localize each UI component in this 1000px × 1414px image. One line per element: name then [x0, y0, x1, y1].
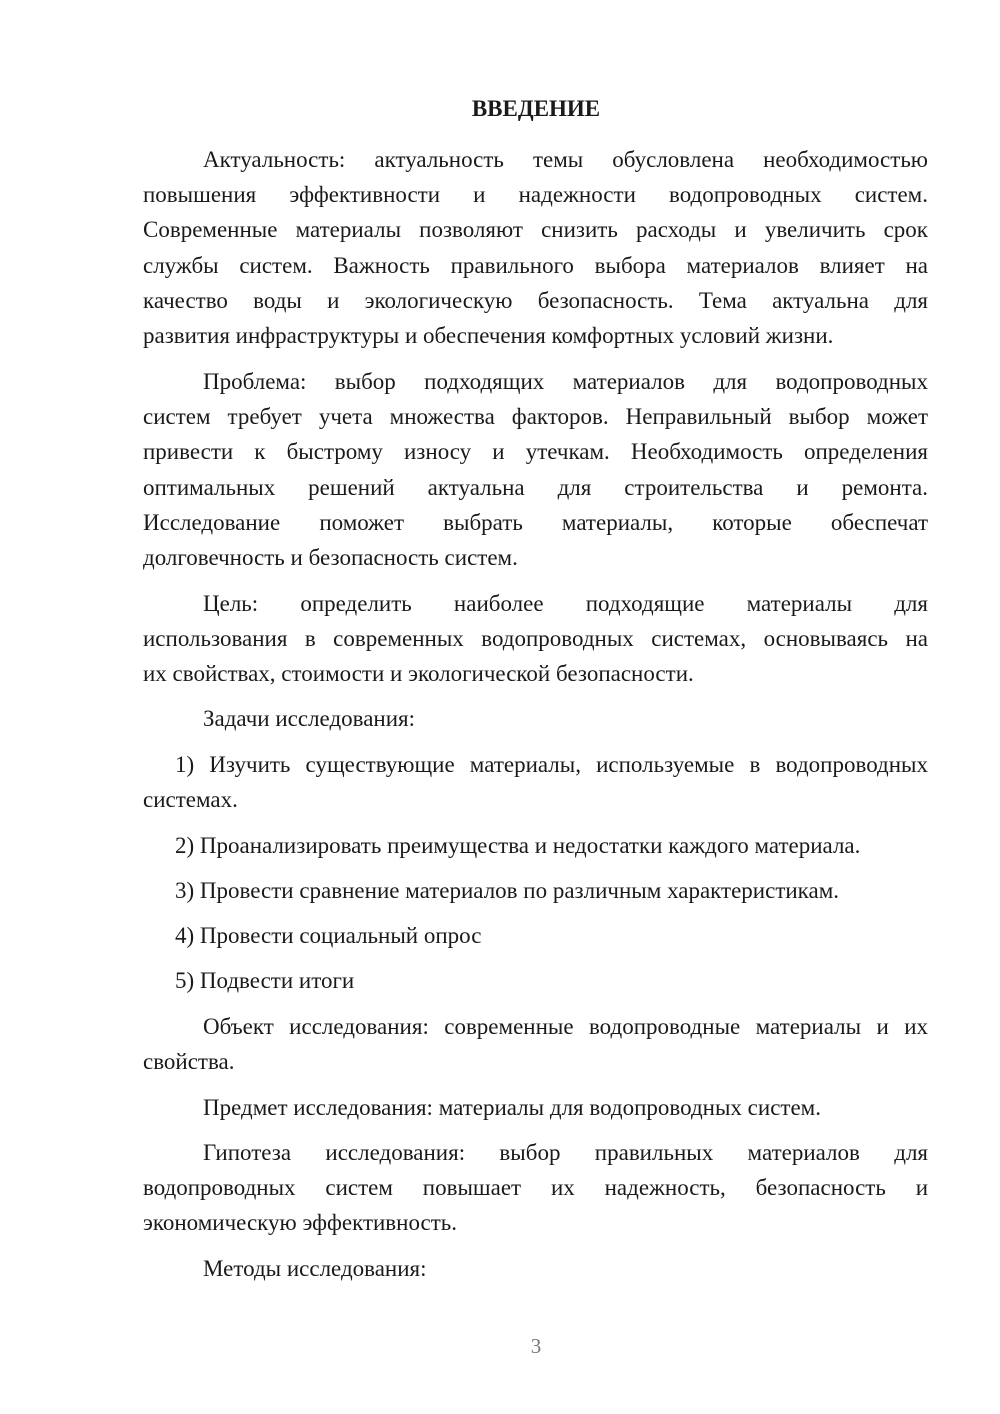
text-line: систем требует учета множества факторов. Неправильный выбор может	[143, 404, 928, 430]
text-line: 2) Проанализировать преимущества и недостатки каждого материала.	[175, 833, 861, 858]
text-line: Задачи исследования:	[203, 706, 416, 731]
text-line: привести к быстрому износу и утечкам. Необходимость определения	[143, 439, 928, 465]
text-line: 5) Подвести итоги	[175, 968, 355, 993]
text-line: их свойствах, стоимости и экологической безопасности.	[143, 661, 694, 687]
text-line: оптимальных решений актуальна для строительства и ремонта.	[143, 474, 928, 500]
text-line: качество воды и экологическую безопасность. Тема актуальна для	[143, 287, 928, 313]
page-title: ВВЕДЕНИЕ	[471, 96, 601, 121]
text-line: 4) Провести социальный опрос	[175, 923, 482, 948]
page-number: 3	[530, 1334, 542, 1358]
text-line: свойства.	[143, 1049, 235, 1075]
text-line: 1) Изучить существующие материалы, используемые в водопроводных	[175, 752, 928, 777]
text-line: долговечность и безопасность систем.	[143, 545, 518, 570]
text-line: Объект исследования: современные водопроводные материалы и их	[203, 1014, 928, 1039]
text-line: Цель: определить наиболее подходящие материалы для	[203, 591, 928, 616]
text-line: повышения эффективности и надежности водопроводных систем.	[143, 182, 928, 208]
text-line: Предмет исследования: материалы для водопроводных систем.	[203, 1095, 821, 1120]
text-line: Актуальность: актуальность темы обусловлена необходимостью	[203, 147, 928, 172]
text-line: 3) Провести сравнение материалов по различным характеристикам.	[175, 878, 840, 903]
text-line: экономическую эффективность.	[143, 1210, 458, 1236]
text-line: использования в современных водопроводных системах, основываясь на	[143, 626, 928, 652]
text-line: развития инфраструктуры и обеспечения комфортных условий жизни.	[143, 323, 834, 348]
text-line: Проблема: выбор подходящих материалов для водопроводных	[203, 369, 928, 394]
text-line: Методы исследования:	[203, 1256, 427, 1281]
text-line: Гипотеза исследования: выбор правильных материалов для	[203, 1140, 928, 1165]
text-line: службы систем. Важность правильного выбора материалов влияет на	[143, 252, 928, 278]
text-line: системах.	[143, 787, 238, 813]
text-line: Современные материалы позволяют снизить расходы и увеличить срок	[143, 217, 928, 243]
text-line: Исследование поможет выбрать материалы, которые обеспечат	[143, 509, 928, 535]
text-line: водопроводных систем повышает их надежность, безопасность и	[143, 1175, 928, 1201]
